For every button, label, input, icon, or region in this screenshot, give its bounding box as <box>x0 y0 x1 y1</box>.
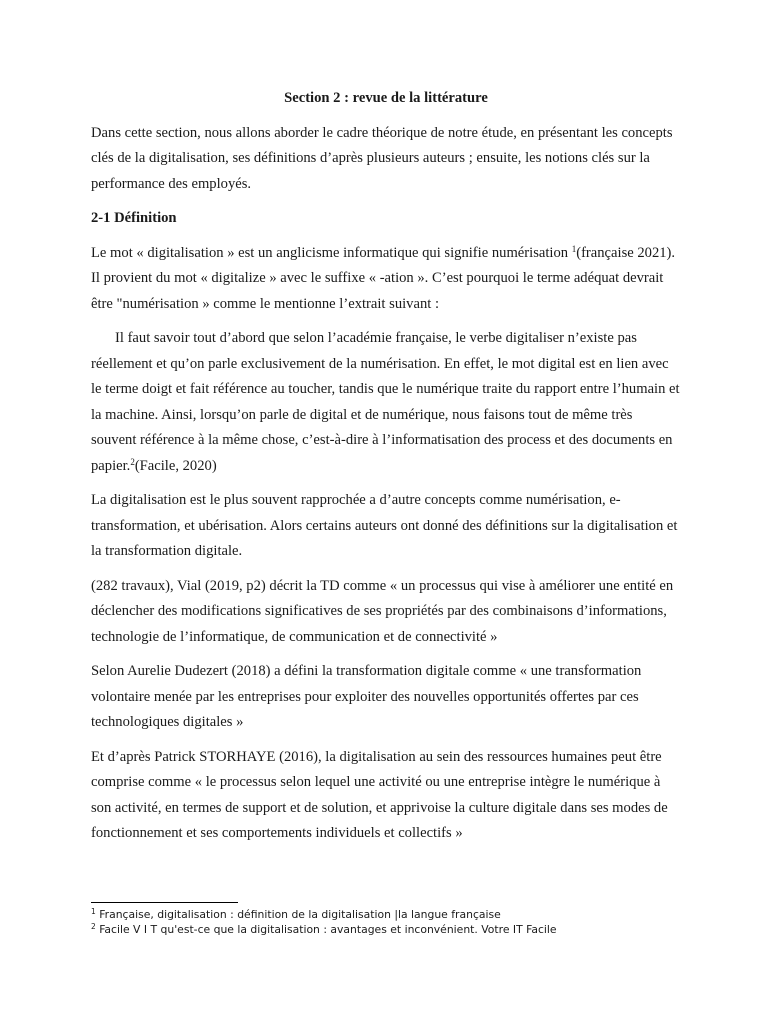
subsection-title: 2-1 Définition <box>91 210 177 226</box>
section-title: Section 2 : revue de la littérature <box>284 90 488 106</box>
vial-paragraph: (282 travaux), Vial (2019, p2) décrit la TD comme « un processus qui vise à améliorer une entité en déclencher des modifications significatives de ses propriétés par des combinaisons d’informations, technologie de l’informatique, de communication et de connectivité » <box>91 577 674 645</box>
dudezert-paragraph: Selon Aurelie Dudezert (2018) a défini la transformation digitale comme « une transformation volontaire menée par les entreprises pour exploiter des nouvelles opportunités offertes par ces technologiques digitales » <box>91 663 642 730</box>
footnote-separator <box>91 902 238 903</box>
quote-text-before: Il faut savoir tout d’abord que selon l’académie française, le verbe digitaliser n’existe pas réellement et qu’on parle exclusivement de la numérisation. En effet, le mot digital est en lien avec le terme doigt et fait référence au toucher, tandis que le numérique traite du rapport entre l’humain et la machine. Ainsi, lorsqu’on parle de digital et de numérique, nous faisons tout de même très souvent référence à la même chose, c’est-à-dire à l’informatisation des process et des documents en papier. <box>91 330 680 474</box>
definition-text-after: (française 2021). Il provient du mot « digitalize » avec le suffixe « -ation ». C’est pourquoi le terme adéquat devrait être "numérisation » comme le mentionne l’extrait suivant : <box>91 244 676 312</box>
footnote-2 <box>91 922 691 937</box>
footnote-text-2: Facile V I T qu'est-ce que la digitalisation : avantages et inconvénient. Votre IT Facile <box>95 923 557 936</box>
footnote-number-2: 2 <box>91 922 96 931</box>
footnote-ref-1[interactable]: 1 <box>571 243 577 254</box>
quote-paragraph <box>91 326 681 479</box>
document-body <box>91 86 681 856</box>
intro-paragraph: Dans cette section, nous allons aborder le cadre théorique de notre étude, en présentant les concepts clés de la digitalisation, ses définitions d’après plusieurs auteurs ; ensuite, les notions clés sur la performance des employés. <box>91 124 673 192</box>
footnotes <box>91 902 691 937</box>
definition-paragraph <box>91 241 681 318</box>
quote-text-after: (Facile, 2020) <box>134 457 217 474</box>
footnote-text-1: Française, digitalisation : définition de la digitalisation |la langue française <box>95 908 501 921</box>
footnote-ref-2[interactable]: 2 <box>130 456 135 467</box>
storhaye-paragraph: Et d’après Patrick STORHAYE (2016), la digitalisation au sein des ressources humaines peut être comprise comme « le processus selon lequel une activité ou une entreprise intègre le numérique à son activité, en termes de support et de solution, et apprivoise la culture digitale dans ses modes de fonctionnement et ses comportements individuels et collectifs » <box>91 748 668 841</box>
concepts-paragraph: La digitalisation est le plus souvent rapprochée a d’autre concepts comme numérisation, e-transformation, et ubérisation. Alors certains auteurs ont donné des définitions sur la digitalisation et la transformation digitale. <box>91 492 678 559</box>
footnote-1 <box>91 907 691 922</box>
definition-text-before: Le mot « digitalisation » est un anglicisme informatique qui signifie numérisation <box>91 244 572 261</box>
footnote-number-1: 1 <box>91 907 96 916</box>
